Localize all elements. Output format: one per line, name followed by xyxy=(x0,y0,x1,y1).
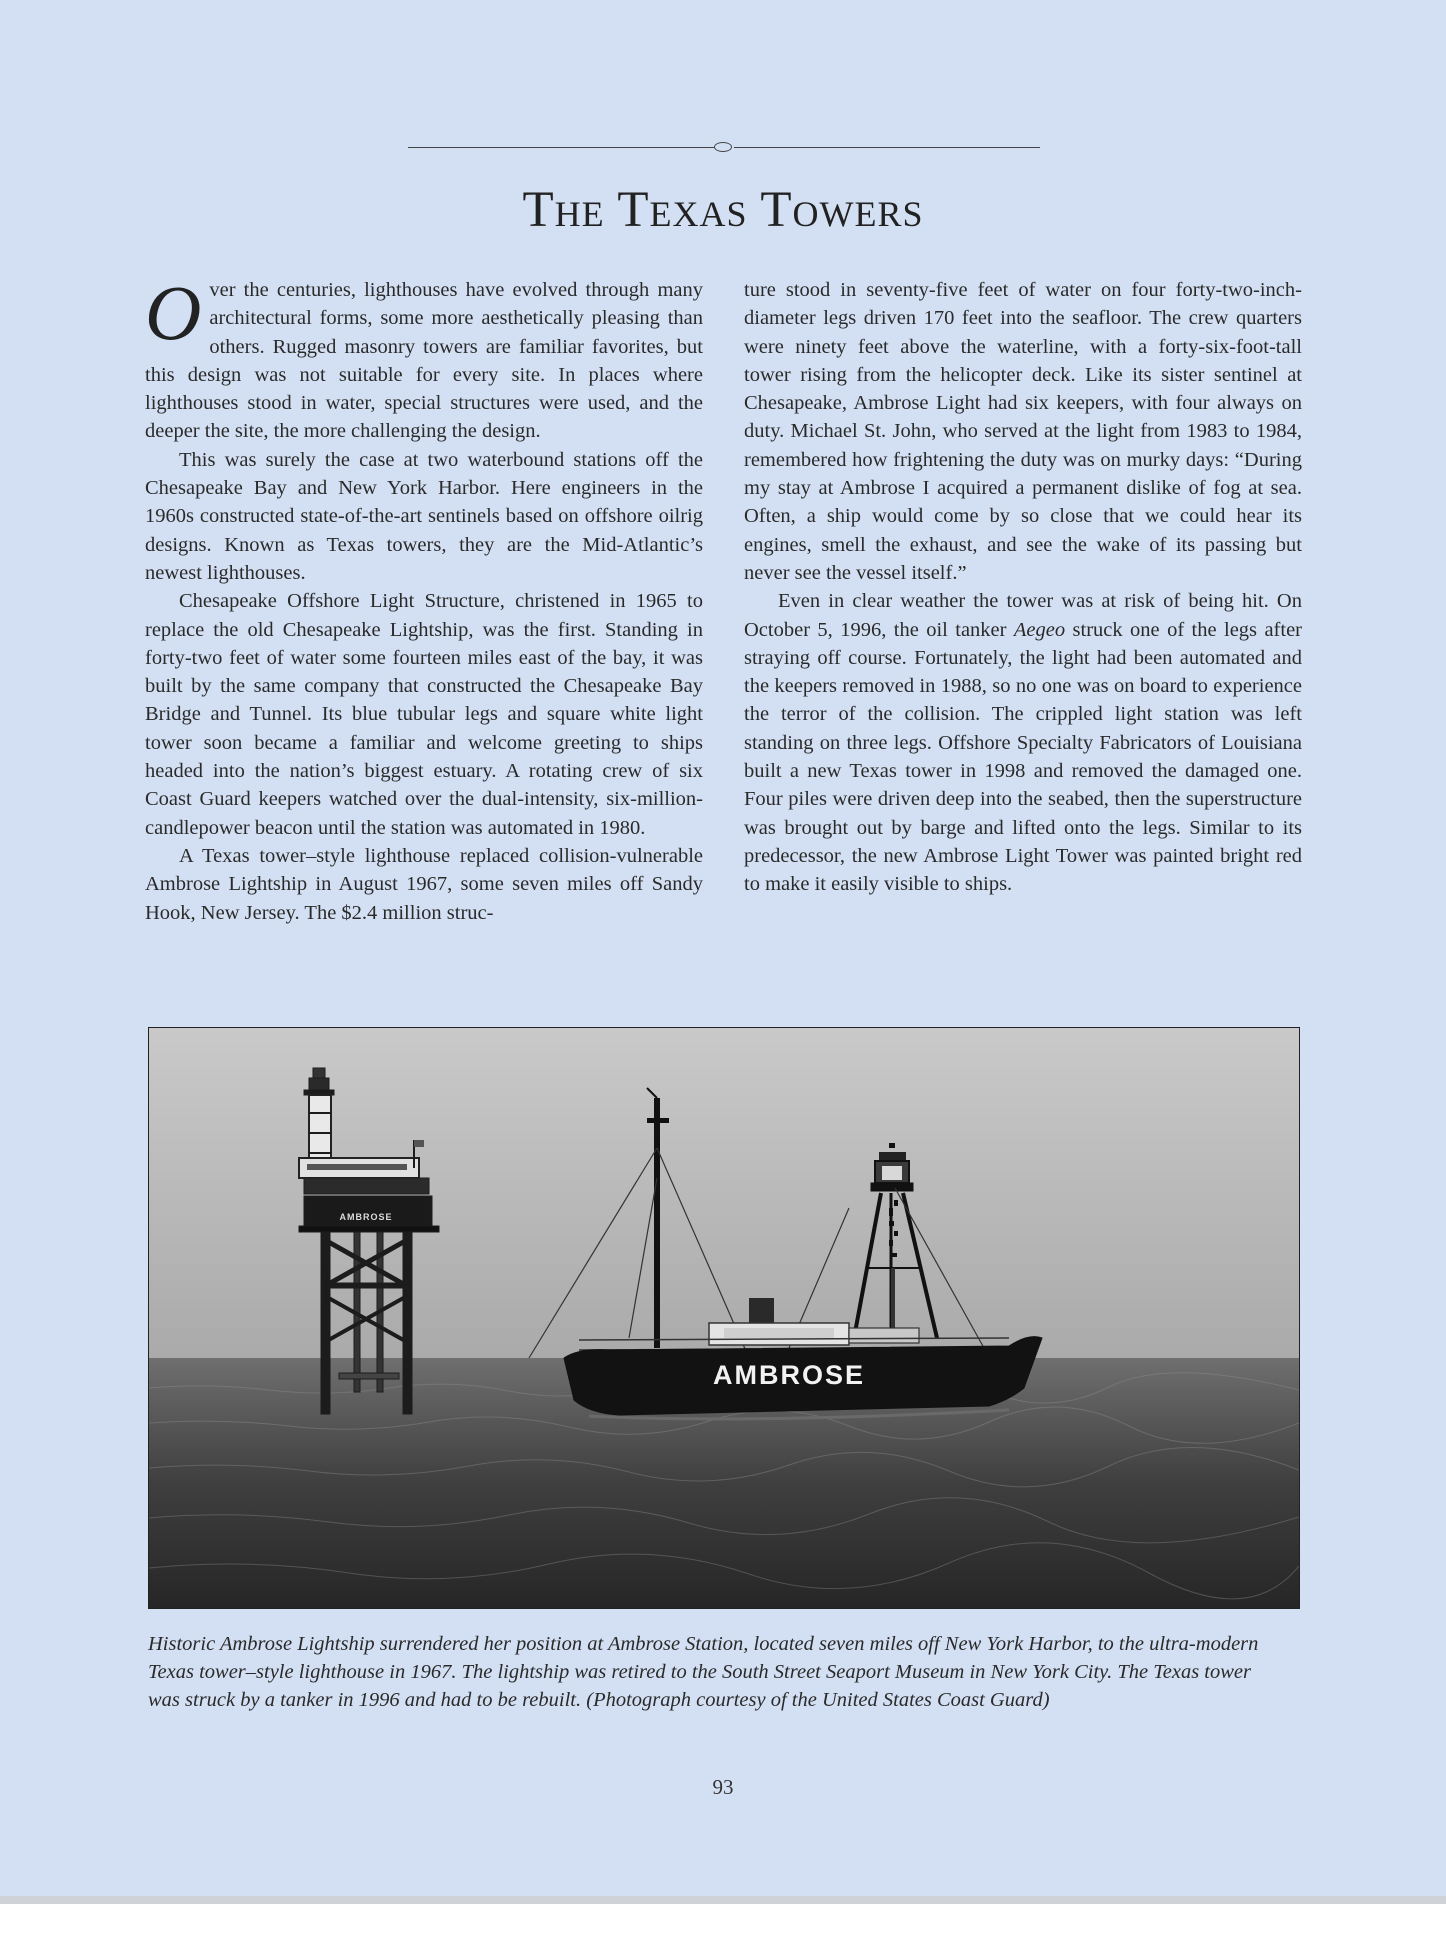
ornament-oval xyxy=(714,142,732,152)
drop-cap: O xyxy=(145,269,202,356)
left-text-column xyxy=(145,269,703,927)
paragraph-4-continued: ture stood in seventy-five feet of water on four forty-two-inch-diameter legs driven 170 feet into the seafloor. The crew quarters were ninety feet above the waterline, with a forty-six-foot-tall tower rising from the helicopter deck. Like its sister sentinel at Chesapeake, Ambrose Light had six keepers, with four always on duty. Michael St. John, who served at the light from 1983 to 1984, remembered how frightening the duty was on murky days: “During my stay at Ambrose I acquired a permanent dislike of fog at sea. Often, a ship would come by so close that we could hear its engines, smell the exhaust, and see the wake of its passing but never see the vessel itself.” xyxy=(744,279,1302,584)
page-number: 93 xyxy=(712,1775,734,1799)
title-ornament xyxy=(408,141,1040,155)
paragraph-5-text-b: struck one of the legs after straying off course. Fortunately, the light had been automated and the keepers removed in 1988, so no one was on board to experience the terror of the collision. The crippled light station was left standing on three legs. Offshore Specialty Fabricators of Louisiana built a new Texas tower in 1998 and removed the damaged one. Four piles were driven deep into the seabed, then the superstructure was brought out by barge and lifted onto the legs. Similar to its predecessor, the new Ambrose Light Tower was painted bright red to make it easily visible to ships. xyxy=(744,618,1302,896)
paragraph-3: Chesapeake Offshore Light Structure, christened in 1965 to replace the old Chesapeake Lightship, was the first. Standing in forty-two feet of water some fourteen miles east of the bay, it was built by the same company that constructed the Chesapeake Bay Bridge and Tunnel. Its blue tubular legs and square white light tower soon became a familiar and welcome greeting to ships headed into the nation’s biggest estuary. A rotating crew of six Coast Guard keepers watched over the dual-intensity, six-million-candlepower beacon until the station was automated in 1980. xyxy=(145,590,703,839)
ship-name-text: AMBROSE xyxy=(712,1360,866,1390)
paragraph-5-text-a: Even in clear weather the tower was at risk of being hit. On October 5, 1996, the oil tanker xyxy=(744,590,1302,641)
tower-sign-text: AMBROSE xyxy=(339,1212,393,1222)
ambrose-photograph xyxy=(148,1027,1300,1609)
ship-name-italic: Aegeo xyxy=(1013,618,1066,641)
paragraph-4: A Texas tower–style lighthouse replaced collision-vulnerable Ambrose Lightship in August 1967, some seven miles off Sandy Hook, New Jersey. The $2.4 million struc- xyxy=(145,844,703,924)
paragraph-1 xyxy=(145,269,703,446)
page-bottom-edge xyxy=(0,1896,1446,1904)
paragraph-1-text: ver the centuries, lighthouses have evolved through many architectural forms, some more aesthetically pleasing than others. Rugged masonry towers are familiar favorites, but this design was not suitable for every site. In places where lighthouses stood in water, special structures were used, and the deeper the site, the more challenging the design. xyxy=(145,279,703,443)
photo-caption: Historic Ambrose Lightship surrendered her position at Ambrose Station, located seven miles off New York Harbor, to the ultra-modern Texas tower–style lighthouse in 1967. The lightship was retired to the South Street Seaport Museum in New York City. The Texas tower was struck by a tanker in 1996 and had to be rebuilt. (Photograph courtesy of the United States Coast Guard) xyxy=(148,1633,1259,1711)
paragraph-5 xyxy=(744,587,1302,898)
chapter-title: The Texas Towers xyxy=(522,182,924,238)
paragraph-2: This was surely the case at two waterbound stations off the Chesapeake Bay and New York Harbor. Here engineers in the 1960s constructed state-of-the-art sentinels based on offshore oilrig designs. Known as Texas towers, they are the Mid-Atlantic’s newest lighthouses. xyxy=(145,448,703,584)
ornament-rule-right xyxy=(734,147,1040,148)
ornament-rule-left xyxy=(408,147,714,148)
right-text-column xyxy=(744,276,1302,899)
